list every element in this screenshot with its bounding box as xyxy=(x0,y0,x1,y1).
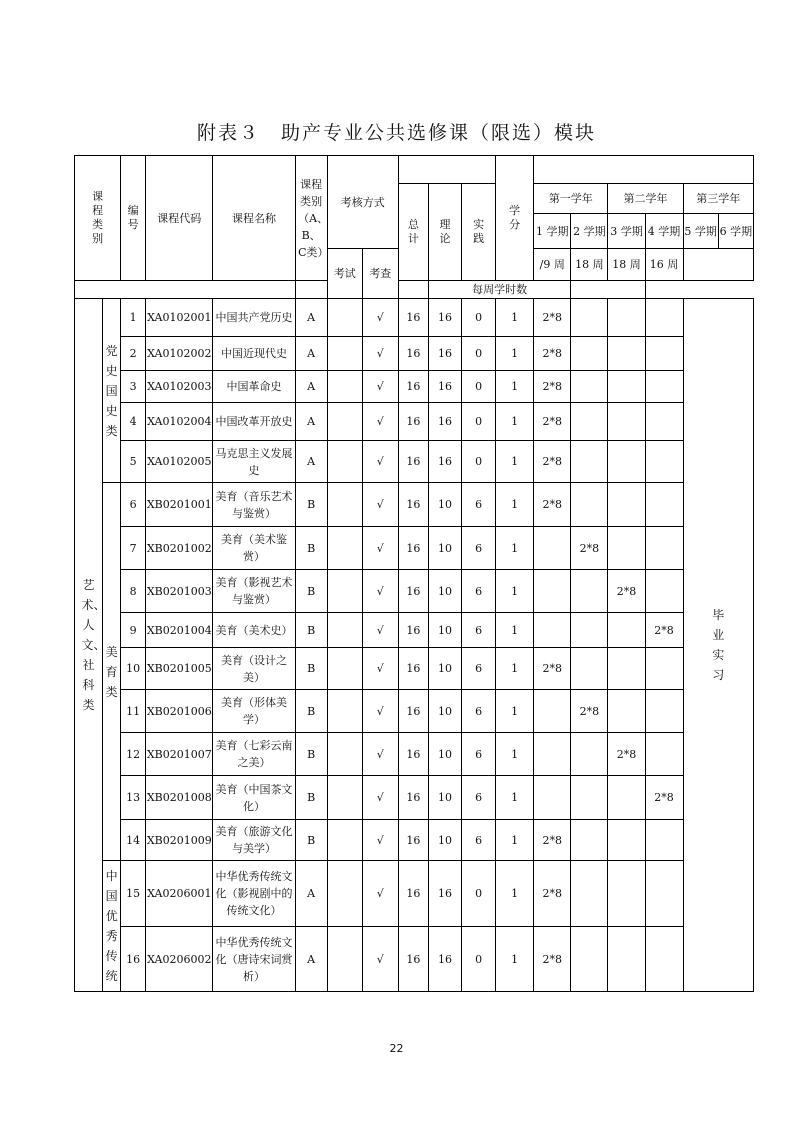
row-check: √ xyxy=(362,648,398,690)
table-row xyxy=(75,527,754,570)
row-sem4 xyxy=(645,820,683,861)
header-number xyxy=(121,156,146,281)
row-sem2 xyxy=(571,733,608,776)
row-number: 3 xyxy=(121,371,146,403)
row-sem2 xyxy=(571,776,608,820)
table-row xyxy=(75,776,754,820)
row-type: B xyxy=(295,820,327,861)
row-code: XB0201005 xyxy=(146,648,213,690)
row-sem3 xyxy=(608,690,645,733)
row-theory: 10 xyxy=(428,820,461,861)
row-exam xyxy=(327,820,362,861)
row-name: 美育（美术鉴赏） xyxy=(213,527,295,570)
header-week2: 18 周 xyxy=(571,249,608,281)
row-name: 中国改革开放史 xyxy=(213,403,295,441)
row-code: XB0201003 xyxy=(146,570,213,613)
table-row xyxy=(75,861,754,927)
row-sem1: 2*8 xyxy=(534,483,571,527)
table-row xyxy=(75,483,754,527)
header-type-text: 课程类别（A、B、C类） xyxy=(298,177,329,259)
row-number: 5 xyxy=(121,441,146,483)
row-check: √ xyxy=(362,776,398,820)
row-credit: 1 xyxy=(496,403,534,441)
row-total: 16 xyxy=(398,820,428,861)
row-sem2 xyxy=(571,648,608,690)
row-sem2 xyxy=(571,820,608,861)
row-code: XB0201002 xyxy=(146,527,213,570)
row-exam xyxy=(327,371,362,403)
row-exam xyxy=(327,776,362,820)
row-sem3 xyxy=(608,403,645,441)
row-code: XB0201006 xyxy=(146,690,213,733)
table-row xyxy=(75,570,754,613)
header-check: 考查 xyxy=(362,249,398,299)
row-type: A xyxy=(295,337,327,371)
row-sem3 xyxy=(608,371,645,403)
row-sem2 xyxy=(571,403,608,441)
row-sem4 xyxy=(645,648,683,690)
row-practice: 6 xyxy=(462,483,496,527)
header-theory xyxy=(428,184,461,281)
row-exam xyxy=(327,299,362,337)
row-theory: 16 xyxy=(428,441,461,483)
header-practice xyxy=(462,184,496,281)
row-sem4 xyxy=(645,733,683,776)
row-code: XA0206001 xyxy=(146,861,213,927)
row-total: 16 xyxy=(398,776,428,820)
row-number: 4 xyxy=(121,403,146,441)
header-sub-blank xyxy=(75,281,296,299)
header-year2: 第二学年 xyxy=(608,184,683,214)
row-code: XA0206002 xyxy=(146,927,213,992)
internship-text: 毕业实习 xyxy=(712,608,725,682)
header-assessment: 考核方式 xyxy=(327,156,398,249)
row-type: B xyxy=(295,776,327,820)
row-total: 16 xyxy=(398,371,428,403)
row-practice: 6 xyxy=(462,527,496,570)
row-total: 16 xyxy=(398,570,428,613)
table-row xyxy=(75,733,754,776)
table-row xyxy=(75,299,754,337)
row-type: A xyxy=(295,371,327,403)
group-aesthetic-text: 美育类 xyxy=(105,644,118,699)
row-exam xyxy=(327,527,362,570)
row-sem3 xyxy=(608,820,645,861)
row-type: B xyxy=(295,570,327,613)
row-practice: 6 xyxy=(462,776,496,820)
row-name: 中国近现代史 xyxy=(213,337,295,371)
row-exam xyxy=(327,690,362,733)
row-credit: 1 xyxy=(496,820,534,861)
row-type: B xyxy=(295,483,327,527)
row-sem2 xyxy=(571,483,608,527)
row-theory: 16 xyxy=(428,337,461,371)
row-check: √ xyxy=(362,483,398,527)
row-code: XB0201008 xyxy=(146,776,213,820)
row-code: XA0102004 xyxy=(146,403,213,441)
row-check: √ xyxy=(362,299,398,337)
header-sem4: 4 学期 xyxy=(645,214,683,249)
row-exam xyxy=(327,613,362,648)
row-exam xyxy=(327,570,362,613)
row-sem1: 2*8 xyxy=(534,441,571,483)
row-theory: 10 xyxy=(428,570,461,613)
row-number: 12 xyxy=(121,733,146,776)
table-row xyxy=(75,927,754,992)
row-sem4 xyxy=(645,927,683,992)
row-check: √ xyxy=(362,337,398,371)
row-credit: 1 xyxy=(496,927,534,992)
row-type: B xyxy=(295,733,327,776)
row-theory: 16 xyxy=(428,403,461,441)
header-total-text: 总计 xyxy=(407,217,419,245)
header-week-blank xyxy=(683,249,753,281)
row-sem1 xyxy=(534,613,571,648)
row-theory: 10 xyxy=(428,690,461,733)
row-exam xyxy=(327,861,362,927)
row-sem4: 2*8 xyxy=(645,613,683,648)
table-row xyxy=(75,441,754,483)
row-practice: 6 xyxy=(462,690,496,733)
row-sem2 xyxy=(571,613,608,648)
row-check: √ xyxy=(362,371,398,403)
row-sem2 xyxy=(571,441,608,483)
row-total: 16 xyxy=(398,690,428,733)
header-theory-text: 理论 xyxy=(439,217,451,245)
header-sub-blank-3 xyxy=(398,281,428,299)
row-number: 6 xyxy=(121,483,146,527)
row-name: 中国革命史 xyxy=(213,371,295,403)
course-table xyxy=(74,155,754,992)
row-total: 16 xyxy=(398,648,428,690)
row-name: 美育（七彩云南之美） xyxy=(213,733,295,776)
row-name: 美育（中国茶文化） xyxy=(213,776,295,820)
group-main xyxy=(75,299,106,992)
group-tradition xyxy=(103,861,121,992)
page-number: 22 xyxy=(389,1042,404,1055)
row-practice: 0 xyxy=(462,861,496,927)
row-sem3 xyxy=(608,337,645,371)
row-check: √ xyxy=(362,613,398,648)
header-week3: 18 周 xyxy=(608,249,645,281)
row-code: XA0102005 xyxy=(146,441,213,483)
row-name: 中华优秀传统文化（影视剧中的传统文化） xyxy=(213,861,295,927)
row-number: 15 xyxy=(121,861,146,927)
row-sem1: 2*8 xyxy=(534,927,571,992)
row-sem2: 2*8 xyxy=(571,690,608,733)
row-sem3 xyxy=(608,861,645,927)
row-credit: 1 xyxy=(496,441,534,483)
row-name: 马克思主义发展史 xyxy=(213,441,295,483)
header-week4: 16 周 xyxy=(645,249,683,281)
row-code: XB0201007 xyxy=(146,733,213,776)
row-sem3 xyxy=(608,613,645,648)
header-sem6: 6 学期 xyxy=(718,214,753,249)
row-sem4 xyxy=(645,403,683,441)
row-name: 美育（形体美学） xyxy=(213,690,295,733)
row-name: 中国共产党历史 xyxy=(213,299,295,337)
row-sem3 xyxy=(608,483,645,527)
table-row xyxy=(75,403,754,441)
row-theory: 10 xyxy=(428,483,461,527)
table-row xyxy=(75,337,754,371)
row-sem1: 2*8 xyxy=(534,371,571,403)
row-practice: 6 xyxy=(462,570,496,613)
row-sem1: 2*8 xyxy=(534,299,571,337)
row-check: √ xyxy=(362,861,398,927)
row-practice: 0 xyxy=(462,371,496,403)
row-number: 9 xyxy=(121,613,146,648)
row-theory: 10 xyxy=(428,776,461,820)
row-sem2: 2*8 xyxy=(571,527,608,570)
header-category xyxy=(75,156,121,281)
row-theory: 16 xyxy=(428,371,461,403)
row-check: √ xyxy=(362,441,398,483)
header-year3: 第三学年 xyxy=(683,184,753,214)
row-sem1: 2*8 xyxy=(534,337,571,371)
row-credit: 1 xyxy=(496,371,534,403)
row-number: 14 xyxy=(121,820,146,861)
row-sem4 xyxy=(645,337,683,371)
header-sem1: 1 学期 xyxy=(534,214,571,249)
row-theory: 16 xyxy=(428,299,461,337)
row-code: XA0102003 xyxy=(146,371,213,403)
header-credit-text: 学分 xyxy=(509,203,521,231)
row-exam xyxy=(327,337,362,371)
row-credit: 1 xyxy=(496,733,534,776)
header-number-text: 编号 xyxy=(127,203,139,231)
row-number: 2 xyxy=(121,337,146,371)
header-weekly-hours: 每周学时数 xyxy=(428,281,570,299)
row-sem3 xyxy=(608,527,645,570)
row-sem4 xyxy=(645,570,683,613)
row-code: XA0102001 xyxy=(146,299,213,337)
row-check: √ xyxy=(362,927,398,992)
row-credit: 1 xyxy=(496,690,534,733)
row-sem2 xyxy=(571,861,608,927)
row-check: √ xyxy=(362,733,398,776)
row-total: 16 xyxy=(398,927,428,992)
row-theory: 10 xyxy=(428,527,461,570)
row-total: 16 xyxy=(398,527,428,570)
row-name: 美育（影视艺术与鉴赏） xyxy=(213,570,295,613)
row-exam xyxy=(327,403,362,441)
row-code: XA0102002 xyxy=(146,337,213,371)
row-credit: 1 xyxy=(496,299,534,337)
row-sem2 xyxy=(571,570,608,613)
row-practice: 6 xyxy=(462,820,496,861)
table-row xyxy=(75,820,754,861)
row-credit: 1 xyxy=(496,776,534,820)
row-practice: 6 xyxy=(462,648,496,690)
row-code: XB0201009 xyxy=(146,820,213,861)
row-sem1: 2*8 xyxy=(534,861,571,927)
row-practice: 0 xyxy=(462,337,496,371)
row-check: √ xyxy=(362,527,398,570)
row-type: B xyxy=(295,648,327,690)
header-total xyxy=(398,184,428,281)
row-sem1 xyxy=(534,527,571,570)
header-schedule-blank xyxy=(534,156,754,184)
row-sem3 xyxy=(608,927,645,992)
row-practice: 6 xyxy=(462,733,496,776)
row-sem3: 2*8 xyxy=(608,733,645,776)
row-exam xyxy=(327,927,362,992)
row-total: 16 xyxy=(398,403,428,441)
row-name: 美育（美术史） xyxy=(213,613,295,648)
row-total: 16 xyxy=(398,441,428,483)
row-practice: 6 xyxy=(462,613,496,648)
row-sem4 xyxy=(645,861,683,927)
header-year1: 第一学年 xyxy=(534,184,608,214)
row-practice: 0 xyxy=(462,299,496,337)
row-theory: 10 xyxy=(428,733,461,776)
row-sem1 xyxy=(534,690,571,733)
header-category-text: 课程类别 xyxy=(92,189,104,245)
row-sem1: 2*8 xyxy=(534,820,571,861)
row-number: 11 xyxy=(121,690,146,733)
row-code: XB0201004 xyxy=(146,613,213,648)
row-sem1 xyxy=(534,776,571,820)
row-theory: 16 xyxy=(428,861,461,927)
row-name: 美育（旅游文化与美学） xyxy=(213,820,295,861)
header-credit xyxy=(496,156,534,281)
row-sem2 xyxy=(571,337,608,371)
row-name: 美育（设计之美） xyxy=(213,648,295,690)
row-name: 美育（音乐艺术与鉴赏） xyxy=(213,483,295,527)
table-row xyxy=(75,648,754,690)
row-type: A xyxy=(295,299,327,337)
row-sem1 xyxy=(534,570,571,613)
group-party xyxy=(103,299,121,483)
row-credit: 1 xyxy=(496,613,534,648)
header-type xyxy=(295,156,327,281)
row-type: A xyxy=(295,403,327,441)
row-exam xyxy=(327,441,362,483)
row-type: A xyxy=(295,441,327,483)
row-number: 8 xyxy=(121,570,146,613)
row-sem4: 2*8 xyxy=(645,776,683,820)
row-number: 1 xyxy=(121,299,146,337)
row-sem2 xyxy=(571,927,608,992)
row-sem2 xyxy=(571,299,608,337)
row-theory: 16 xyxy=(428,927,461,992)
row-sem4 xyxy=(645,527,683,570)
header-exam: 考试 xyxy=(327,249,362,299)
row-total: 16 xyxy=(398,299,428,337)
row-total: 16 xyxy=(398,613,428,648)
row-sem3 xyxy=(608,648,645,690)
table-row xyxy=(75,371,754,403)
row-theory: 10 xyxy=(428,613,461,648)
row-credit: 1 xyxy=(496,527,534,570)
header-week1: /9 周 xyxy=(534,249,571,281)
row-exam xyxy=(327,648,362,690)
header-code: 课程代码 xyxy=(146,156,213,281)
row-type: B xyxy=(295,527,327,570)
row-sem4 xyxy=(645,483,683,527)
row-number: 10 xyxy=(121,648,146,690)
group-aesthetic xyxy=(103,483,121,861)
row-sem4 xyxy=(645,299,683,337)
row-type: B xyxy=(295,613,327,648)
row-sem3: 2*8 xyxy=(608,570,645,613)
row-practice: 0 xyxy=(462,927,496,992)
row-credit: 1 xyxy=(496,861,534,927)
header-sem2: 2 学期 xyxy=(571,214,608,249)
row-practice: 0 xyxy=(462,441,496,483)
row-sem3 xyxy=(608,776,645,820)
row-total: 16 xyxy=(398,337,428,371)
row-exam xyxy=(327,483,362,527)
row-name: 中华优秀传统文化（唐诗宋词赏析） xyxy=(213,927,295,992)
row-type: A xyxy=(295,861,327,927)
row-sem4 xyxy=(645,441,683,483)
row-code: XB0201001 xyxy=(146,483,213,527)
header-sub-blank-2 xyxy=(295,281,398,299)
row-credit: 1 xyxy=(496,570,534,613)
header-sem5: 5 学期 xyxy=(683,214,718,249)
row-practice: 0 xyxy=(462,403,496,441)
row-credit: 1 xyxy=(496,337,534,371)
row-sem2 xyxy=(571,371,608,403)
row-credit: 1 xyxy=(496,483,534,527)
table-row xyxy=(75,690,754,733)
row-sem3 xyxy=(608,441,645,483)
row-sem1: 2*8 xyxy=(534,648,571,690)
row-check: √ xyxy=(362,690,398,733)
row-total: 16 xyxy=(398,733,428,776)
page-title: 附表３ 助产专业公共选修课（限选）模块 xyxy=(196,122,596,144)
row-check: √ xyxy=(362,403,398,441)
row-sem1 xyxy=(534,733,571,776)
header-sub-blank-4 xyxy=(571,281,645,299)
header-name: 课程名称 xyxy=(213,156,295,281)
internship-cell xyxy=(683,299,753,992)
row-type: A xyxy=(295,927,327,992)
row-sem3 xyxy=(608,299,645,337)
row-check: √ xyxy=(362,820,398,861)
group-main-text: 艺术、人文、社科类 xyxy=(81,578,106,712)
header-practice-text: 实践 xyxy=(473,217,485,245)
table-row xyxy=(75,613,754,648)
row-sem1: 2*8 xyxy=(534,403,571,441)
row-total: 16 xyxy=(398,483,428,527)
group-party-text: 党史国史类 xyxy=(105,343,118,438)
row-number: 16 xyxy=(121,927,146,992)
row-theory: 10 xyxy=(428,648,461,690)
row-number: 13 xyxy=(121,776,146,820)
row-exam xyxy=(327,733,362,776)
row-sem4 xyxy=(645,371,683,403)
row-credit: 1 xyxy=(496,648,534,690)
row-sem4 xyxy=(645,690,683,733)
row-check: √ xyxy=(362,570,398,613)
row-type: B xyxy=(295,690,327,733)
row-number: 7 xyxy=(121,527,146,570)
group-tradition-text: 中国优秀传统 xyxy=(105,869,118,983)
header-hours-blank xyxy=(398,156,495,184)
row-total: 16 xyxy=(398,861,428,927)
header-sem3: 3 学期 xyxy=(608,214,645,249)
